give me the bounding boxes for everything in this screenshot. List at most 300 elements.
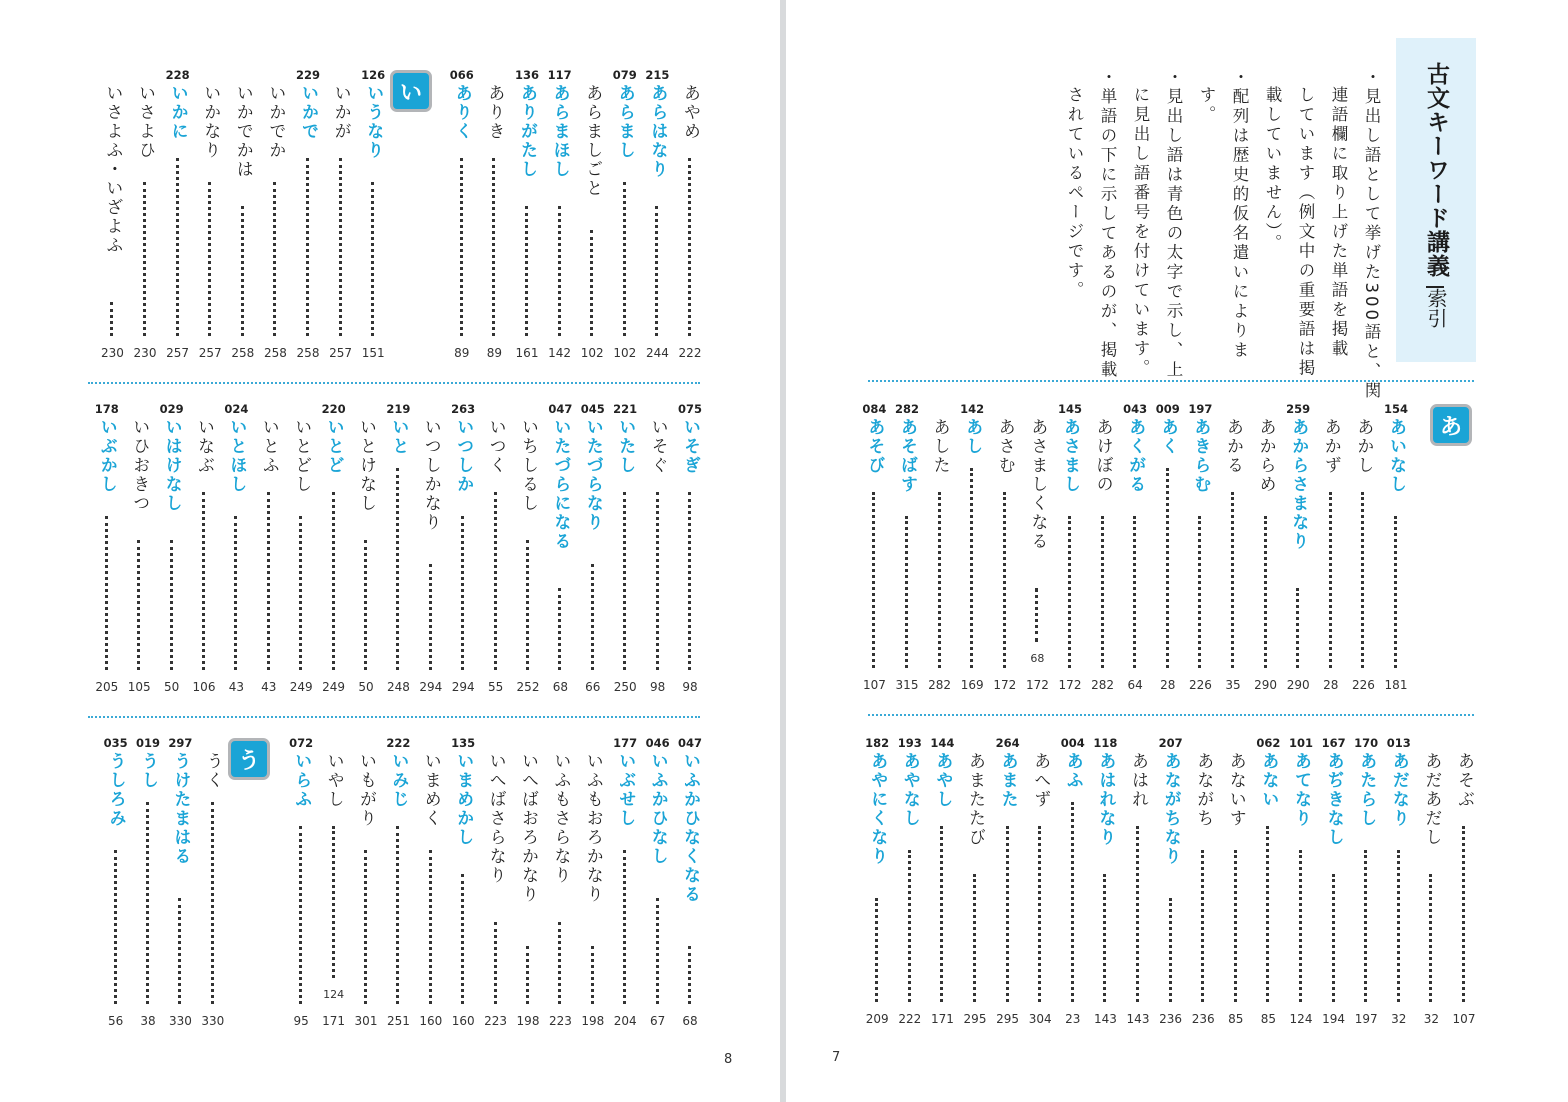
entry-number: 029 bbox=[159, 402, 184, 416]
page-reference: 98 bbox=[649, 680, 666, 694]
leader-dots bbox=[1332, 874, 1335, 1002]
page-reference: 222 bbox=[678, 346, 702, 360]
index-entry bbox=[287, 402, 315, 702]
page-reference: 95 bbox=[293, 1014, 309, 1028]
headword: あさまし bbox=[1060, 418, 1080, 494]
page-reference: 294 bbox=[451, 680, 475, 694]
page-reference: 230 bbox=[100, 346, 124, 360]
related-word: いとどし bbox=[291, 418, 312, 494]
note-line: ・単語の下に示してあるのが、掲載 bbox=[1098, 68, 1117, 380]
index-entry bbox=[134, 736, 162, 1036]
related-word: あまたたび bbox=[965, 752, 985, 847]
page-reference: 226 bbox=[1351, 678, 1375, 692]
page-reference: 250 bbox=[613, 680, 637, 694]
page-reference: 85 bbox=[1228, 1012, 1244, 1026]
entry-number: 013 bbox=[1386, 736, 1411, 750]
index-entry bbox=[928, 736, 956, 1034]
entry-number: 178 bbox=[94, 402, 119, 416]
entry-number: 009 bbox=[1155, 402, 1180, 416]
headword: あやにくなり bbox=[867, 752, 888, 866]
index-entry bbox=[676, 736, 704, 1036]
leader-dots bbox=[273, 182, 276, 336]
entry-number: 182 bbox=[865, 736, 890, 750]
leader-dots bbox=[875, 898, 878, 1002]
related-word: いつく bbox=[485, 418, 506, 475]
right-page bbox=[786, 0, 1568, 1102]
headword: あからさまなり bbox=[1288, 418, 1309, 551]
index-entry bbox=[229, 68, 257, 368]
index-entry bbox=[1349, 402, 1377, 700]
related-word: いやし bbox=[323, 752, 344, 809]
page-reference: 56 bbox=[107, 1014, 124, 1028]
page-reference: 102 bbox=[580, 346, 604, 360]
index-entry bbox=[222, 402, 250, 702]
entry-number: 062 bbox=[1256, 736, 1281, 750]
page-reference: 258 bbox=[263, 346, 287, 360]
headword: あふ bbox=[1062, 752, 1083, 790]
sub-page-number: 68 bbox=[1030, 652, 1045, 665]
entry-number: 170 bbox=[1354, 736, 1379, 750]
page-reference: 197 bbox=[1354, 1012, 1378, 1026]
page-reference: 35 bbox=[1225, 678, 1241, 692]
leader-dots bbox=[938, 492, 941, 668]
index-entry bbox=[98, 68, 126, 368]
page-reference: 198 bbox=[581, 1014, 605, 1028]
related-word: いかでかは bbox=[232, 84, 253, 179]
index-entry bbox=[578, 68, 606, 368]
leader-dots bbox=[461, 874, 464, 1004]
page-reference: 209 bbox=[865, 1012, 889, 1026]
related-word: いかなり bbox=[200, 84, 221, 160]
leader-dots bbox=[460, 158, 463, 336]
page-reference: 257 bbox=[329, 346, 353, 360]
index-entry bbox=[676, 68, 704, 368]
section-divider bbox=[88, 382, 700, 384]
index-entry bbox=[579, 736, 607, 1036]
page-reference: 236 bbox=[1191, 1012, 1215, 1026]
note-line: 載していません）。 bbox=[1263, 86, 1282, 254]
page-reference: 294 bbox=[419, 680, 443, 694]
index-entry bbox=[1023, 402, 1051, 700]
leader-dots bbox=[656, 492, 659, 670]
entry-number: 207 bbox=[1158, 736, 1183, 750]
related-word: いへばさらなり bbox=[485, 752, 506, 885]
leader-dots bbox=[1035, 588, 1038, 642]
index-entry bbox=[352, 402, 380, 702]
entry-number: 117 bbox=[547, 68, 572, 82]
entry-number: 072 bbox=[289, 736, 314, 750]
leader-dots bbox=[656, 898, 659, 1004]
headword: あだなり bbox=[1388, 752, 1409, 828]
leader-dots bbox=[1429, 874, 1432, 1002]
headword: あぢきなし bbox=[1323, 752, 1344, 847]
index-entry bbox=[1121, 402, 1149, 700]
leader-dots bbox=[1462, 826, 1465, 1002]
page-reference: 98 bbox=[682, 680, 698, 694]
page-reference: 151 bbox=[361, 346, 385, 360]
index-entry bbox=[482, 402, 510, 702]
page-reference: 222 bbox=[898, 1012, 922, 1026]
page-reference: 194 bbox=[1322, 1012, 1346, 1026]
page-reference: 290 bbox=[1254, 678, 1278, 692]
page-number-left: 8 bbox=[724, 1052, 733, 1067]
leader-dots bbox=[332, 826, 335, 978]
index-entry bbox=[1059, 736, 1087, 1034]
leader-dots bbox=[299, 516, 302, 670]
index-entry bbox=[158, 402, 186, 702]
leader-dots bbox=[1234, 850, 1237, 1002]
page-reference: 169 bbox=[960, 678, 984, 692]
page-reference: 161 bbox=[515, 346, 539, 360]
headword: あてなり bbox=[1291, 752, 1311, 828]
related-word: いかが bbox=[330, 84, 351, 141]
page-reference: 172 bbox=[993, 678, 1017, 692]
index-entry bbox=[1186, 402, 1214, 700]
entry-number: 154 bbox=[1383, 402, 1408, 416]
headword: いかに bbox=[167, 84, 188, 141]
index-entry bbox=[320, 736, 348, 1036]
headword: うけたまはる bbox=[170, 752, 191, 866]
leader-dots bbox=[492, 158, 495, 336]
index-entry bbox=[893, 402, 921, 700]
index-entry bbox=[417, 736, 445, 1036]
leader-dots bbox=[267, 492, 270, 670]
page-reference: 252 bbox=[516, 680, 540, 694]
sub-page-number: 124 bbox=[323, 988, 345, 1001]
entry-number: 046 bbox=[645, 736, 670, 750]
note-line: ・見出し語として挙げた300語と、関 bbox=[1362, 68, 1381, 401]
index-entry bbox=[196, 68, 224, 368]
index-entry bbox=[514, 402, 542, 702]
leader-dots bbox=[1231, 492, 1234, 668]
leader-dots bbox=[1329, 492, 1332, 668]
index-entry bbox=[513, 68, 541, 368]
headword: あし bbox=[962, 418, 983, 456]
entry-number: 145 bbox=[1057, 402, 1082, 416]
leader-dots bbox=[371, 182, 374, 336]
leader-dots bbox=[1198, 516, 1201, 668]
note-line: す。 bbox=[1197, 86, 1216, 125]
leader-dots bbox=[137, 540, 140, 670]
headword: いとど bbox=[323, 418, 344, 475]
page-reference: 102 bbox=[613, 346, 637, 360]
index-entry bbox=[448, 68, 476, 368]
headword: いうなり bbox=[363, 84, 384, 160]
page-reference: 230 bbox=[133, 346, 157, 360]
headword: いたづらになる bbox=[550, 418, 571, 551]
index-entry bbox=[611, 402, 639, 702]
headword: あない bbox=[1258, 752, 1279, 809]
headword: いはけなし bbox=[161, 418, 182, 513]
page-reference: 258 bbox=[231, 346, 255, 360]
page-reference: 23 bbox=[1065, 1012, 1081, 1026]
entry-number: 047 bbox=[548, 402, 573, 416]
entry-number: 084 bbox=[862, 402, 887, 416]
leader-dots bbox=[143, 182, 146, 336]
index-entry bbox=[1320, 736, 1348, 1034]
headword: いふかひなし bbox=[647, 752, 668, 866]
page-reference: 204 bbox=[613, 1014, 637, 1028]
leader-dots bbox=[970, 468, 973, 668]
section-divider bbox=[868, 714, 1474, 716]
index-entry bbox=[417, 402, 445, 702]
page-reference: 43 bbox=[228, 680, 245, 694]
index-entry bbox=[546, 736, 574, 1036]
page-reference: 124 bbox=[1289, 1012, 1313, 1026]
page-reference: 64 bbox=[1127, 678, 1143, 692]
related-word: あだあだし bbox=[1421, 752, 1442, 847]
page-reference: 257 bbox=[198, 346, 222, 360]
leader-dots bbox=[178, 898, 181, 1004]
related-word: いそぐ bbox=[647, 418, 668, 475]
index-entry bbox=[644, 402, 672, 702]
index-entry bbox=[482, 736, 510, 1036]
index-entry bbox=[190, 402, 218, 702]
index-entry bbox=[1352, 736, 1380, 1034]
index-entry bbox=[926, 402, 954, 700]
leader-dots bbox=[1003, 492, 1006, 668]
entry-number: 043 bbox=[1123, 402, 1148, 416]
leader-dots bbox=[623, 850, 626, 1004]
leader-dots bbox=[241, 206, 244, 336]
page-reference: 249 bbox=[322, 680, 346, 694]
leader-dots bbox=[146, 802, 149, 1004]
leader-dots bbox=[655, 206, 658, 336]
page-reference: 105 bbox=[127, 680, 151, 694]
page-reference: 301 bbox=[354, 1014, 378, 1028]
page-reference: 171 bbox=[930, 1012, 954, 1026]
left-page bbox=[0, 0, 780, 1102]
index-entry bbox=[1385, 736, 1413, 1034]
leader-dots bbox=[688, 158, 691, 336]
page-reference: 315 bbox=[895, 678, 919, 692]
entry-number: 177 bbox=[613, 736, 638, 750]
entry-number: 263 bbox=[451, 402, 476, 416]
leader-dots bbox=[299, 826, 302, 1004]
headword: あらはなり bbox=[647, 84, 668, 179]
headword: いぶせし bbox=[615, 752, 636, 828]
headword: あらまし bbox=[614, 84, 635, 160]
headword: あやし bbox=[932, 752, 953, 809]
leader-dots bbox=[114, 850, 117, 1004]
page-reference: 143 bbox=[1093, 1012, 1117, 1026]
index-entry bbox=[384, 736, 412, 1036]
headword: いみじ bbox=[388, 752, 409, 809]
page-reference: 68 bbox=[682, 1014, 698, 1028]
entry-number: 136 bbox=[514, 68, 539, 82]
related-word: いひおきつ bbox=[129, 418, 150, 513]
index-entry bbox=[1089, 402, 1117, 700]
headword: あそび bbox=[864, 418, 885, 475]
index-entry bbox=[164, 68, 192, 368]
note-line: されているページです。 bbox=[1065, 86, 1084, 301]
leader-dots bbox=[526, 946, 529, 1004]
index-entry bbox=[480, 68, 508, 368]
leader-dots bbox=[105, 516, 108, 670]
page-reference: 66 bbox=[585, 680, 601, 694]
headword: あいなし bbox=[1386, 418, 1406, 494]
page-reference: 85 bbox=[1260, 1012, 1277, 1026]
kana-heading-a: あ bbox=[1430, 404, 1472, 446]
related-word: いもがり bbox=[356, 752, 376, 828]
entry-number: 259 bbox=[1286, 402, 1311, 416]
entry-number: 101 bbox=[1288, 736, 1313, 750]
leader-dots bbox=[461, 516, 464, 670]
entry-number: 220 bbox=[321, 402, 346, 416]
page-reference: 89 bbox=[454, 346, 470, 360]
related-word: あけぼの bbox=[1092, 418, 1113, 494]
entry-number: 047 bbox=[677, 736, 702, 750]
index-entry bbox=[352, 736, 380, 1036]
index-entry bbox=[896, 736, 924, 1034]
page-reference: 198 bbox=[516, 1014, 540, 1028]
index-entry bbox=[1154, 402, 1182, 700]
index-entry bbox=[93, 402, 121, 702]
page-reference: 236 bbox=[1159, 1012, 1183, 1026]
page-reference: 160 bbox=[419, 1014, 443, 1028]
related-word: いさよひ bbox=[135, 84, 155, 160]
leader-dots bbox=[688, 492, 691, 670]
related-word: あそぶ bbox=[1454, 752, 1474, 809]
page-reference: 107 bbox=[1452, 1012, 1476, 1026]
page-reference: 43 bbox=[261, 680, 277, 694]
related-word: あかる bbox=[1223, 418, 1243, 475]
headword: うし bbox=[138, 752, 158, 790]
related-word: いふもさらなり bbox=[550, 752, 571, 885]
page-reference: 55 bbox=[487, 680, 504, 694]
leader-dots bbox=[558, 206, 561, 336]
leader-dots bbox=[1266, 826, 1269, 1002]
related-word: いかでか bbox=[265, 84, 286, 160]
headword: いとほし bbox=[226, 418, 247, 494]
entry-number: 193 bbox=[897, 736, 922, 750]
index-subtitle: 索引 bbox=[1424, 288, 1448, 328]
leader-dots bbox=[332, 492, 335, 670]
headword: いぶかし bbox=[96, 418, 117, 494]
headword: いそぎ bbox=[680, 418, 700, 475]
page-reference: 330 bbox=[168, 1014, 192, 1028]
related-word: いなぶ bbox=[194, 418, 214, 475]
entry-number: 075 bbox=[677, 402, 702, 416]
leader-dots bbox=[494, 492, 497, 670]
page-reference: 142 bbox=[548, 346, 572, 360]
headword: いたづらなり bbox=[582, 418, 603, 532]
page-reference: 32 bbox=[1391, 1012, 1407, 1026]
page-reference: 32 bbox=[1423, 1012, 1440, 1026]
kana-heading-u: う bbox=[228, 738, 270, 780]
entry-number: 079 bbox=[612, 68, 637, 82]
leader-dots bbox=[429, 850, 432, 1004]
page-reference: 160 bbox=[451, 1014, 475, 1028]
kana-heading-i: い bbox=[390, 70, 432, 112]
leader-dots bbox=[1394, 516, 1397, 668]
index-entry bbox=[327, 68, 355, 368]
page-reference: 249 bbox=[289, 680, 313, 694]
index-entry bbox=[449, 736, 477, 1036]
page-reference: 50 bbox=[163, 680, 180, 694]
leader-dots bbox=[396, 826, 399, 1004]
headword: あきらむ bbox=[1190, 418, 1211, 494]
leader-dots bbox=[590, 230, 593, 336]
leader-dots bbox=[1201, 850, 1204, 1002]
leader-dots bbox=[1264, 516, 1267, 668]
index-entry bbox=[287, 736, 315, 1036]
index-entry bbox=[359, 68, 387, 368]
headword: いまめかし bbox=[453, 752, 474, 847]
page-reference: 181 bbox=[1384, 678, 1408, 692]
index-entry bbox=[199, 736, 227, 1036]
related-word: あからめ bbox=[1255, 418, 1276, 494]
leader-dots bbox=[1038, 826, 1041, 1002]
related-word: あさましくなる bbox=[1027, 418, 1048, 551]
book-title: 古文キーワード講義 bbox=[1423, 62, 1449, 278]
index-entry bbox=[294, 68, 322, 368]
entry-number: 066 bbox=[449, 68, 474, 82]
headword: いらふ bbox=[291, 752, 312, 809]
page-reference: 68 bbox=[552, 680, 569, 694]
related-word: あやめ bbox=[680, 84, 700, 141]
headword: あたらし bbox=[1356, 752, 1377, 828]
leader-dots bbox=[208, 182, 211, 336]
index-entry bbox=[1124, 736, 1152, 1034]
leader-dots bbox=[1071, 802, 1074, 1002]
page-number-right: 7 bbox=[832, 1050, 841, 1065]
leader-dots bbox=[1068, 516, 1071, 668]
index-entry bbox=[1317, 402, 1345, 700]
index-entry bbox=[546, 402, 574, 702]
index-entry bbox=[166, 736, 194, 1036]
leader-dots bbox=[176, 158, 179, 336]
related-word: うく bbox=[202, 752, 223, 790]
index-entry bbox=[1222, 736, 1250, 1034]
index-entry bbox=[1382, 402, 1410, 700]
entry-number: 126 bbox=[361, 68, 386, 82]
note-line: ・配列は歴史的仮名遣いによりま bbox=[1230, 68, 1249, 361]
headword: あく bbox=[1157, 418, 1178, 456]
index-entry bbox=[676, 402, 704, 702]
headword: ありがたし bbox=[517, 84, 537, 179]
index-entry bbox=[546, 68, 574, 368]
related-word: あかず bbox=[1320, 418, 1341, 475]
related-word: いつしかなり bbox=[420, 418, 441, 532]
leader-dots bbox=[591, 946, 594, 1004]
entry-number: 142 bbox=[960, 402, 985, 416]
index-entry bbox=[1157, 736, 1185, 1034]
index-entry bbox=[1056, 402, 1084, 700]
leader-dots bbox=[396, 468, 399, 670]
headword: いと bbox=[388, 418, 409, 456]
related-word: いさよふ・いざよふ bbox=[102, 84, 123, 255]
index-entry bbox=[643, 68, 671, 368]
index-entry bbox=[644, 736, 672, 1036]
page-reference: 38 bbox=[140, 1014, 156, 1028]
index-entry bbox=[1254, 736, 1282, 1034]
related-word: あはれ bbox=[1128, 752, 1148, 809]
entry-number: 167 bbox=[1321, 736, 1346, 750]
page-reference: 223 bbox=[484, 1014, 508, 1028]
entry-number: 222 bbox=[386, 736, 411, 750]
headword: ありく bbox=[451, 84, 472, 141]
index-entry bbox=[1417, 736, 1445, 1034]
note-line: 連語欄に取り上げた単語を掲載 bbox=[1329, 86, 1348, 359]
leader-dots bbox=[905, 516, 908, 668]
leader-dots bbox=[1136, 826, 1139, 1002]
page-reference: 330 bbox=[201, 1014, 225, 1028]
headword: いたし bbox=[615, 418, 636, 475]
leader-dots bbox=[494, 922, 497, 1004]
note-line: しています（例文中の重要語は掲 bbox=[1296, 86, 1315, 379]
leader-dots bbox=[211, 802, 214, 1004]
